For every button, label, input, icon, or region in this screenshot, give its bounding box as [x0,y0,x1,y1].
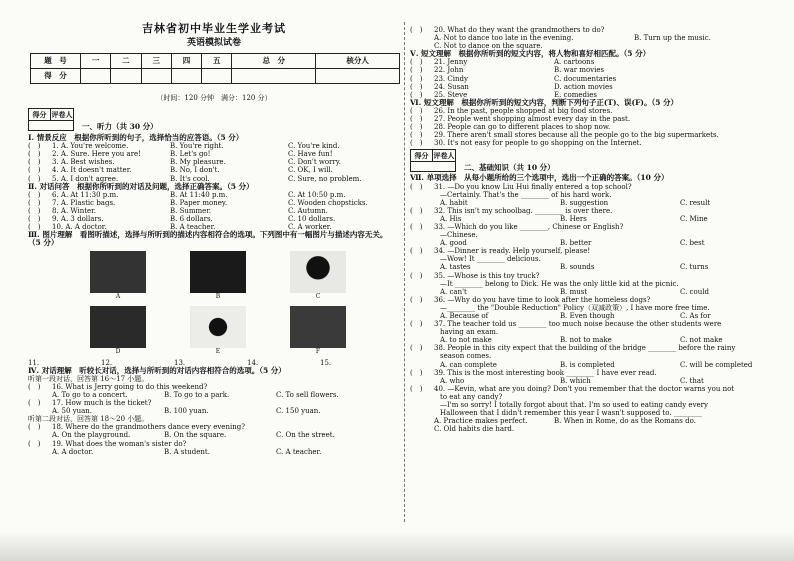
question-20-option-c: C. Not to dance on the square. [434,42,543,51]
left-column [28,22,400,456]
photo-caption: B [215,293,221,301]
question-36: ( ) 36. —Why do you have time to look after the homeless dogs? [410,295,651,304]
part2-header [410,149,778,172]
photo-a [90,251,146,293]
answer-paren[interactable]: ( ) [410,90,423,99]
tf-question [410,115,778,123]
question-row [28,207,400,215]
group-1-note: 听第一段对话，回答第 16～17 小题。 [28,374,149,383]
answer-blank[interactable]: 12. [101,358,113,367]
preference: E. comedies [554,90,597,99]
grader-person-label: 评卷人 [433,151,455,161]
question-40-option-c: C. Old habits die hard. [434,425,515,434]
section-3-title: Ⅲ. 图片理解 看图听描述，选择与所听到的描述内容相符合的选项。下列图中有一幅图片与描述内容无关。（5 分） [28,230,388,248]
option-text: C. 10 dollars. [288,215,336,224]
option-text: 7. A. Plastic bags. [52,198,116,207]
section-2-questions [28,191,400,231]
option-text: 9. A. 3 dollars. [52,215,104,224]
score-head: 三 [141,54,171,69]
question-row [28,191,400,199]
section-5-questions [410,58,778,98]
grader-blank[interactable] [29,120,73,130]
score-head: 一 [81,54,111,69]
answer-paren[interactable]: ( ) [28,142,41,151]
answer-blank[interactable]: 13. [174,358,186,367]
question-40-line3: —I'm so sorry! I totally forgot about that. I'm so used to eating candy every [440,401,708,410]
answer-paren[interactable]: ( ) [28,166,41,175]
photo-f [290,306,346,348]
exam-subtitle: 英语模拟试卷 [186,38,241,48]
photo-caption: C [315,293,321,301]
option-text: 8. A. Winter. [52,206,96,215]
option-text: B. A teacher. [170,223,216,232]
tf-text: 26. In the past, people shopped at big food stores. [434,106,613,115]
question-31: ( ) 31. —Do you know Liu Hui finally entered a top school? [410,182,632,191]
option-text: C. Don't worry. [288,158,342,167]
option-text: B. Paper money. [170,198,228,207]
question-34: ( ) 34. —Dinner is ready. Help yourself, please! [410,247,591,256]
answer-paren[interactable]: ( ) [28,223,41,232]
option-text: C. At 10:50 p.m. [288,190,346,199]
match-row [410,83,778,91]
photo-c [290,251,346,293]
match-row [410,75,778,83]
question-20: ( ) 20. What do they want the grandmothers to do? [410,26,605,34]
score-cell[interactable] [202,69,232,84]
question-19: ( ) 19. What does the woman's sister do? [28,439,187,448]
column-divider [404,22,405,522]
option-text: B. Summer. [170,206,212,215]
option-text: C. OK, I will. [288,166,333,175]
question-33: ( ) 33. —Which do you like ________, Chinese or English? [410,222,624,231]
section-6-questions [410,107,778,147]
photo-row-1 [68,251,368,301]
section-5-title: Ⅴ. 短文理解 根据你所听到的短文内容，将人物和喜好相匹配。（5 分） [410,49,651,59]
answer-paren[interactable]: ( ) [28,190,41,199]
question-row [28,142,400,150]
answer-paren[interactable]: ( ) [410,58,423,67]
person-name: 23. Cindy [434,74,468,83]
question-32: ( ) 32. This isn't my schoolbag. ________ is over there. [410,206,613,215]
photo-e [190,306,246,348]
answer-paren[interactable]: ( ) [410,139,423,148]
grader-score-label: 得分 [411,150,433,161]
person-name: 25. Steve [434,90,468,99]
photo-d [90,306,146,348]
question-35-line2: —It ________ belong to Dick. He was the only little kid at the picnic. [440,279,679,288]
question-40-line4: Halloween that I didn't remember this year I wasn't supposed to. ________ [440,409,702,418]
question-20-options: A. Not to dance too late in the evening. B. Turn up the music. [434,34,711,43]
question-16: ( ) 16. What is Jerry going to do this weekend? [28,382,208,391]
score-head: 二 [111,54,141,69]
preference: D. action movies [554,82,613,91]
answer-paren[interactable]: ( ) [28,198,41,207]
score-head: 四 [171,54,201,69]
question-17: ( ) 17. How much is the ticket? [28,399,152,408]
tf-text: 29. There aren't small stores because all the people go to the big supermarkets. [434,131,719,140]
answer-blank[interactable]: 11. [28,358,40,367]
option-text: 6. A. At 11:30 p.m. [52,190,119,199]
score-head: 题 号 [31,54,81,69]
question-18-options: A. On the playground. B. On the square. C. On the street. [52,431,335,440]
option-text: 3. A. Best wishes. [52,158,115,167]
answer-paren[interactable]: ( ) [28,215,41,224]
photo-row-2 [68,306,368,356]
score-cell[interactable] [171,69,201,84]
part1-header [28,108,400,131]
grader-box [28,108,74,131]
score-cell[interactable] [316,69,400,84]
match-row [410,66,778,74]
score-head: 总 分 [232,54,316,69]
photo-caption: A [115,293,121,301]
question-40-options: A. Practice makes perfect. B. When in Rome, do as the Romans do. [434,417,696,426]
question-18: ( ) 18. Where do the grandmothers dance every evening? [28,423,245,432]
answer-paren[interactable]: ( ) [410,106,423,115]
option-text: B. Let's go! [170,150,211,159]
tf-text: 30. It's not easy for people to go shopping on the Internet. [434,139,642,148]
part1-title: 一、听力（共 30 分） [82,122,158,131]
photo-caption: F [315,347,321,355]
question-32-options: A. His B. Hers C. Mine [440,214,708,223]
tf-question [410,131,778,139]
tf-text: 28. People can go to different places to shop now. [434,123,611,132]
section-7-title: Ⅶ. 单项选择 从每小题所给的三个选项中，选出一个正确的答案。（10 分） [410,173,669,183]
tf-question [410,139,778,147]
answer-paren[interactable]: ( ) [410,115,423,124]
question-19-options: A. A doctor. B. A student. C. A teacher. [52,447,322,456]
question-17-options: A. 50 yuan. B. 100 yuan. C. 150 yuan. [52,407,321,416]
grader-person-label: 评卷人 [51,110,73,120]
tf-question [410,107,778,115]
section-6-title: Ⅵ. 短文理解 根据你所听到的短文内容，判断下列句子正(T)、误(F)。（5 分） [410,97,679,107]
photo-caption: E [215,347,221,355]
question-row [28,158,400,166]
section-2-title: Ⅱ. 对话问答 根据你所听到的对话及问题，选择正确答案。（5 分） [28,181,254,191]
question-39: ( ) 39. This is the most interesting book ________ I have ever read. [410,368,657,377]
score-table [30,53,400,84]
option-text: C. Autumn. [288,206,328,215]
option-text: B. My pleasure. [170,158,226,167]
score-cell[interactable] [111,69,141,84]
question-39-options: A. who B. which C. that [440,376,704,385]
question-35-options: A. can't B. must C. could [440,287,709,296]
option-text: C. You're kind. [288,142,340,151]
question-38-options: A. can complete B. is completed C. will be completed [440,360,753,369]
question-row [28,215,400,223]
option-text: 10. A. A doctor. [52,223,107,232]
question-row [28,199,400,207]
exam-title: 吉林省初中毕业生学业考试 [142,22,286,35]
answer-paren[interactable]: ( ) [28,158,41,167]
section-1-questions [28,142,400,182]
question-36-options: A. Because of B. Even though C. As for [440,312,711,320]
grader-score-label: 得分 [29,109,51,120]
option-text: C. Wooden chopsticks. [288,198,368,207]
answer-paren[interactable]: ( ) [28,174,41,183]
question-34-options: A. tastes B. sounds C. turns [440,263,709,272]
answer-paren[interactable]: ( ) [28,150,41,159]
question-36-line2: —________ the "Double Reduction" Policy（双减政策）, I have more free time. [440,303,710,312]
tf-text: 27. People went shopping almost every day in the past. [434,115,631,124]
option-text: 1. A. You're welcome. [52,142,129,151]
question-33-options: A. good B. better C. best [440,239,705,248]
group-2-note: 听第二段对话，回答第 18～20 小题。 [28,415,149,424]
question-37-line2: having an exam. [440,328,499,337]
question-37: ( ) 37. The teacher told us ________ too much noise because the other students were [410,320,722,329]
question-38-line2: season comes. [440,352,492,361]
right-column [410,26,778,433]
question-33-line2: —Chinese. [440,231,478,240]
section-4-title: Ⅳ. 对话理解 听较长对话，选择与所听到的对话内容相符合的选项。（5 分） [28,365,286,375]
score-cell[interactable] [141,69,171,84]
question-40: ( ) 40. —Kevin, what are you doing? Don't you remember that the doctor warns you not [410,384,735,393]
option-text: 4. A. It doesn't matter. [52,166,132,175]
option-text: C. Sure, no problem. [288,174,362,183]
photo-caption: D [115,347,121,355]
preference: B. war movies [554,66,605,75]
option-text: 2. A. Sure. Here you are! [52,150,141,159]
answer-paren[interactable]: ( ) [410,131,423,140]
answer-blank[interactable]: 14. [247,358,259,367]
option-text: C. A worker. [288,223,332,232]
question-35: ( ) 35. —Whose is this toy truck? [410,271,540,280]
answer-paren[interactable]: ( ) [410,74,423,83]
score-row-label: 得 分 [31,69,81,84]
answer-paren[interactable]: ( ) [28,206,41,215]
answer-paren[interactable]: ( ) [410,82,423,91]
person-name: 21. Jenny [434,58,468,67]
preference: A. cartoons [554,58,595,67]
match-row [410,58,778,66]
grader-blank[interactable] [411,161,455,171]
question-row [28,166,400,174]
preference: C. documentaries [554,74,617,83]
score-head: 五 [202,54,232,69]
answer-paren[interactable]: ( ) [410,66,423,75]
question-row [28,150,400,158]
score-cell[interactable] [81,69,111,84]
option-text: B. At 11:40 p.m. [170,190,228,199]
question-40-line2: to eat any candy? [440,392,503,401]
score-cell[interactable] [232,69,316,84]
question-31-line2: —Certainly. That's the ________ of his hard work. [440,190,612,199]
grader-box [410,149,456,172]
question-34-line2: —Wow! It ________ delicious. [440,255,541,264]
exam-time: （时间：120 分钟 满分：120 分） [156,94,272,102]
score-head: 核分人 [316,54,400,69]
option-text: 5. A. I don't agree. [52,174,119,183]
photo-b [190,251,246,293]
option-text: B. You're right. [170,142,224,151]
answer-blank[interactable]: 15. [320,358,332,367]
option-text: C. Have fun! [288,150,333,159]
question-16-options: A. To go to a concert. B. To go to a park. C. To sell flowers. [52,390,339,399]
part2-title: 二、基础知识（共 10 分） [464,163,555,173]
answer-paren[interactable]: ( ) [410,123,423,132]
person-name: 24. Susan [434,82,469,91]
section-1-title: Ⅰ. 情景反应 根据你所听到的句子，选择恰当的应答语。（5 分） [28,133,244,143]
question-38: ( ) 38. People in this city expect that the building of the bridge ________ before the rainy [410,344,736,353]
option-text: B. 6 dollars. [170,215,213,224]
question-31-options: A. habit B. suggestion C. result [440,198,711,207]
question-37-options: A. to not make B. not to make C. not make [440,336,723,345]
person-name: 22. John [434,66,464,75]
option-text: B. It's cool. [170,174,210,183]
option-text: B. No, I don't. [170,166,220,175]
tf-question [410,123,778,131]
scan-shadow [0,531,794,561]
